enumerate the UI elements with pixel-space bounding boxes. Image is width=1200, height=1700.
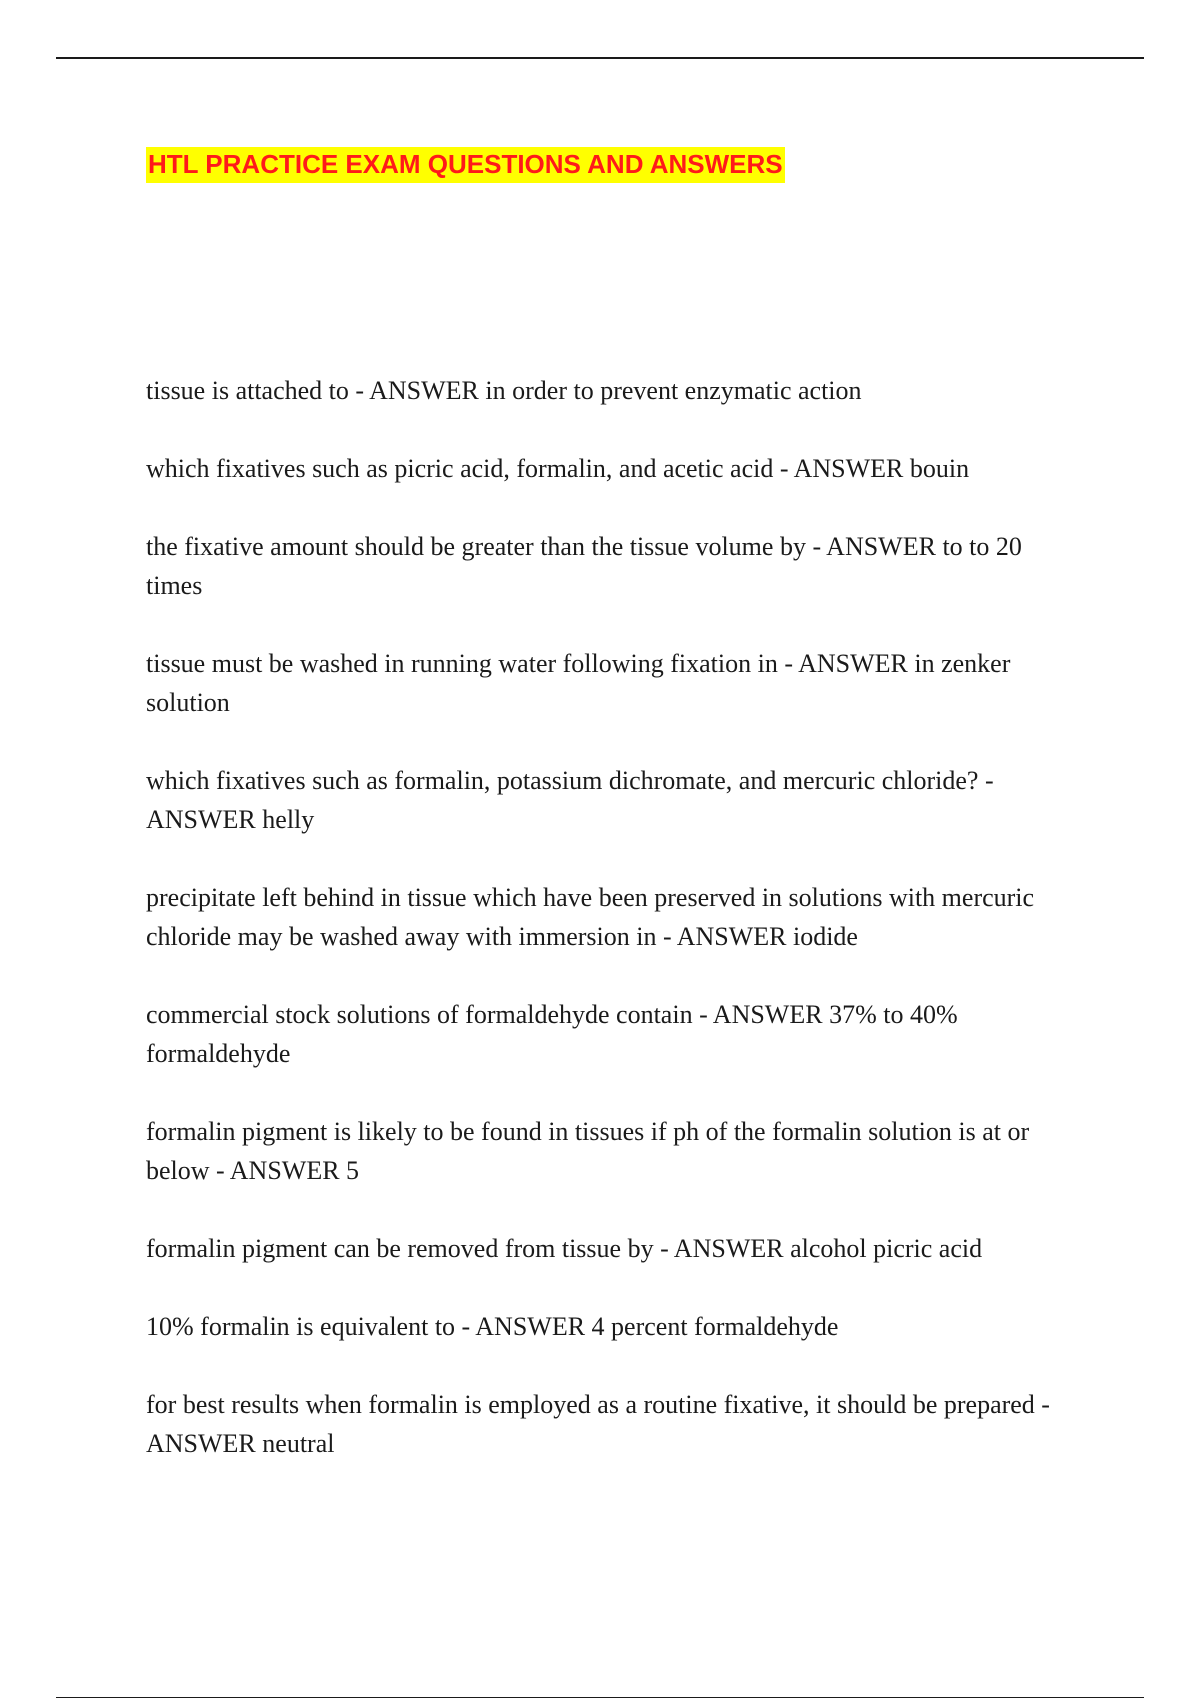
title-highlight: [146, 147, 785, 183]
bottom-rule: [56, 1697, 1144, 1698]
qa-item: formalin pigment can be removed from tissue by - ANSWER alcohol picric acid: [146, 1234, 983, 1263]
document-title: HTL PRACTICE EXAM QUESTIONS AND ANSWERS: [148, 149, 783, 179]
qa-item: formalin pigment is likely to be found in tissues if ph of the formalin solution is at or below - ANSWER 5: [146, 1117, 1030, 1185]
qa-item: for best results when formalin is employed as a routine fixative, it should be prepared - ANSWER neutral: [146, 1390, 1050, 1458]
qa-item: tissue is attached to - ANSWER in order to prevent enzymatic action: [146, 376, 862, 405]
qa-item: which fixatives such as picric acid, formalin, and acetic acid - ANSWER bouin: [146, 454, 970, 483]
qa-item: tissue must be washed in running water following fixation in - ANSWER in zenker solution: [146, 649, 1011, 717]
qa-list: [146, 371, 1066, 1502]
qa-item: precipitate left behind in tissue which have been preserved in solutions with mercuric chloride may be washed away with immersion in - ANSWER iodide: [146, 883, 1035, 951]
qa-item: the fixative amount should be greater than the tissue volume by - ANSWER to to 20 times: [146, 532, 1022, 600]
top-rule: [56, 57, 1144, 59]
qa-item: 10% formalin is equivalent to - ANSWER 4 percent formaldehyde: [146, 1312, 839, 1341]
qa-item: commercial stock solutions of formaldehyde contain - ANSWER 37% to 40% formaldehyde: [146, 1000, 958, 1068]
qa-item: which fixatives such as formalin, potassium dichromate, and mercuric chloride? - ANSWER helly: [146, 766, 994, 834]
